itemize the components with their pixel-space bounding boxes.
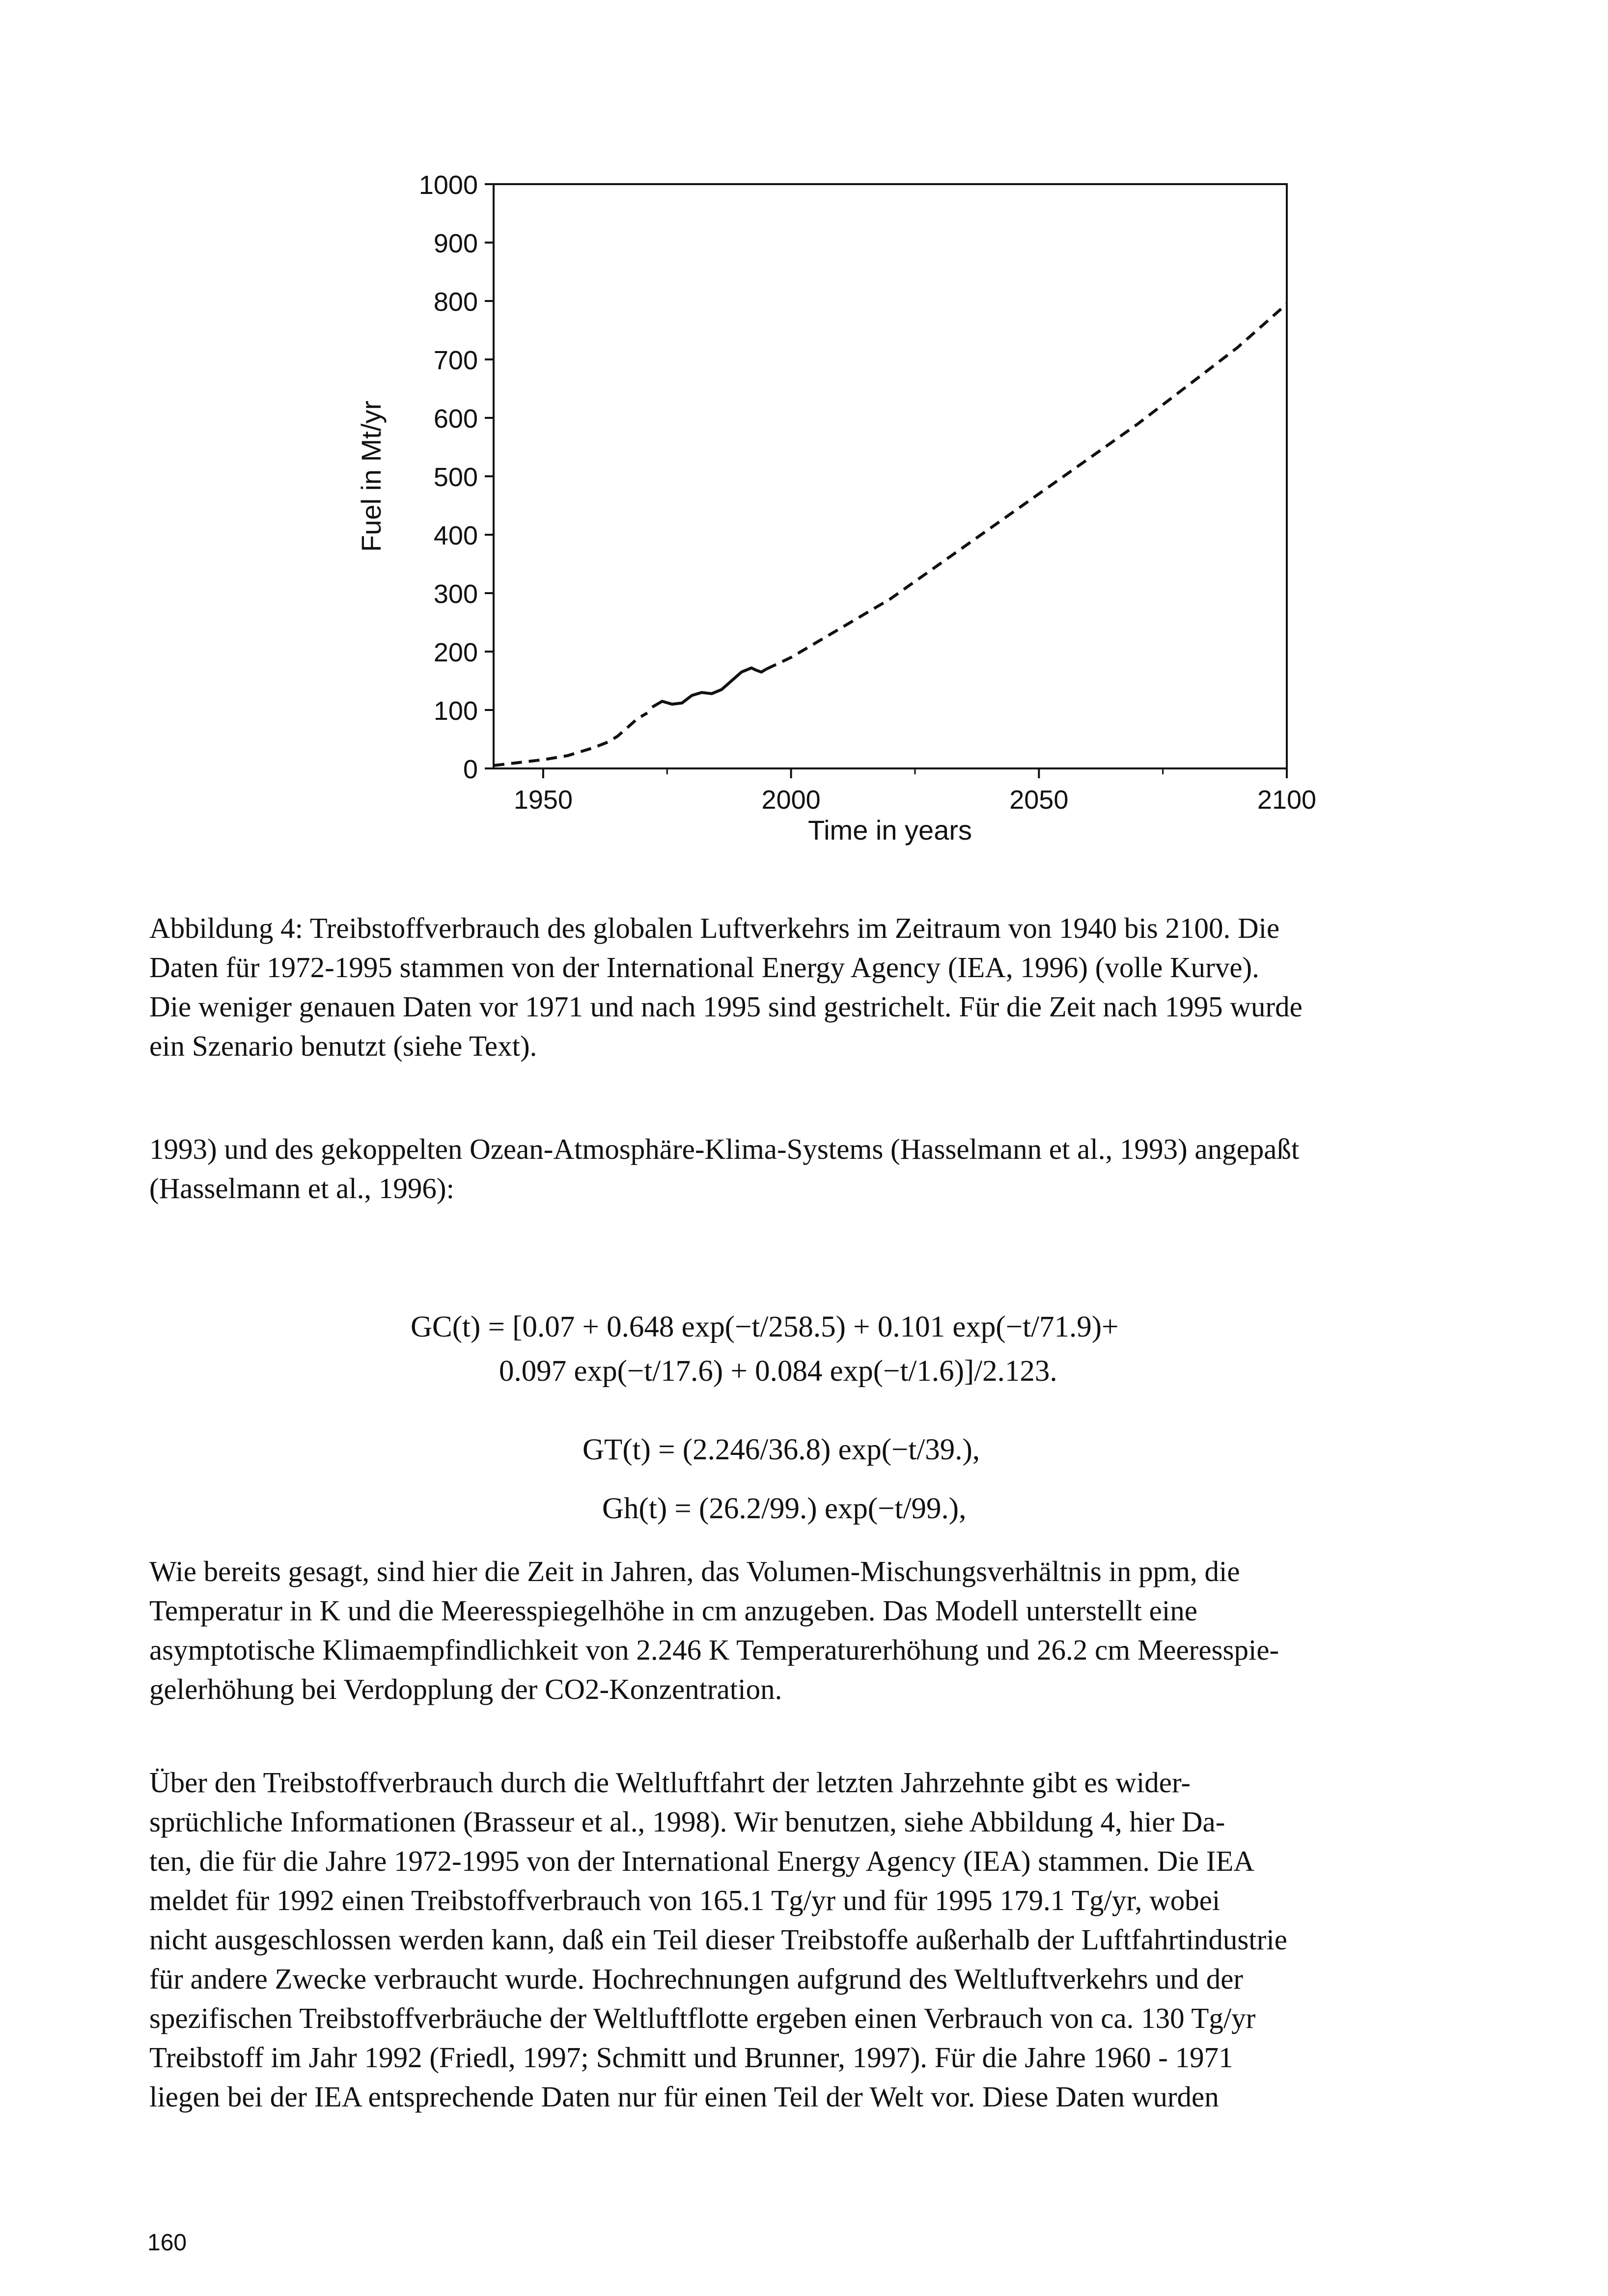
text-line: meldet für 1992 einen Treibstoffverbrauch von 165.1 Tg/yr und für 1995 179.1 Tg/yr, wobei <box>149 1884 1220 1916</box>
equation-gh: Gh(t) = (26.2/99.) exp(−t/99.), <box>602 1492 967 1525</box>
x-tick-label: 1950 <box>513 785 573 815</box>
plot-frame <box>494 184 1287 768</box>
paragraph-units <box>149 1552 1485 1709</box>
y-axis <box>419 170 494 784</box>
y-tick-label: 200 <box>433 638 478 667</box>
text-line: Treibstoff im Jahr 1992 (Friedl, 1997; Schmitt und Brunner, 1997). Für die Jahre 1960 - 1971 <box>149 2041 1233 2074</box>
series-group <box>494 304 1287 765</box>
text-line: sprüchliche Informationen (Brasseur et al., 1998). Wir benutzen, siehe Abbildung 4, hier Da- <box>149 1805 1225 1838</box>
figure-caption <box>149 908 1485 1066</box>
caption-line: ein Szenario benutzt (siehe Text). <box>149 1030 537 1062</box>
x-axis <box>514 768 1316 815</box>
y-tick-label: 600 <box>433 404 478 434</box>
x-tick-label: 2000 <box>761 785 821 815</box>
text-line: Über den Treibstoffverbrauch durch die Weltluftfahrt der letzten Jahrzehnte gibt es wider- <box>149 1766 1191 1799</box>
y-tick-label: 1000 <box>418 170 478 200</box>
paragraph-fuel <box>149 1763 1485 2116</box>
x-axis-label: Time in years <box>807 815 972 846</box>
paragraph-intro <box>149 1129 1485 1208</box>
y-tick-label: 0 <box>463 755 478 784</box>
text-line: nicht ausgeschlossen werden kann, daß ein Teil dieser Treibstoffe außerhalb der Luftfahrtindustrie <box>149 1923 1287 1956</box>
fuel-series-dashed <box>766 304 1287 669</box>
text-line: Temperatur in K und die Meeresspiegelhöhe in cm anzugeben. Das Modell unterstellt eine <box>149 1594 1197 1627</box>
text-line: gelerhöhung bei Verdopplung der CO2-Konzentration. <box>149 1673 782 1705</box>
y-tick-label: 300 <box>433 579 478 609</box>
text-line: 1993) und des gekoppelten Ozean-Atmosphäre-Klima-Systems (Hasselmann et al., 1993) angepaßt <box>149 1133 1300 1165</box>
y-axis-label: Fuel in Mt/yr <box>356 400 387 552</box>
caption-line: Daten für 1972-1995 stammen von der International Energy Agency (IEA, 1996) (volle Kurve). <box>149 951 1259 984</box>
y-tick-label: 900 <box>433 229 478 258</box>
caption-line: Die weniger genauen Daten vor 1971 und nach 1995 sind gestrichelt. Für die Zeit nach 1995 wurde <box>149 990 1303 1023</box>
x-tick-label: 2050 <box>1009 785 1069 815</box>
page-number: 160 <box>147 2230 187 2256</box>
x-tick-label: 2100 <box>1257 785 1317 815</box>
text-line: spezifischen Treibstoffverbräuche der Weltluftflotte ergeben einen Verbrauch von ca. 130 Tg/yr <box>149 2002 1256 2034</box>
equation-gt: GT(t) = (2.246/36.8) exp(−t/39.), <box>582 1433 980 1466</box>
fuel-chart <box>334 162 1346 869</box>
y-tick-label: 400 <box>433 521 478 550</box>
text-line: für andere Zwecke verbraucht wurde. Hochrechnungen aufgrund des Weltluftverkehrs und der <box>149 1963 1244 1995</box>
text-line: Wie bereits gesagt, sind hier die Zeit in Jahren, das Volumen-Mischungsverhältnis in ppm, die <box>149 1555 1240 1587</box>
equation-gc-line2: 0.097 exp(−t/17.6) + 0.084 exp(−t/1.6)]/2.123. <box>499 1355 1057 1388</box>
y-tick-label: 100 <box>433 696 478 726</box>
text-line: liegen bei der IEA entsprechende Daten nur für einen Teil der Welt vor. Diese Daten wurden <box>149 2080 1219 2113</box>
text-line: (Hasselmann et al., 1996): <box>149 1172 454 1204</box>
text-line: asymptotische Klimaempfindlichkeit von 2.246 K Temperaturerhöhung und 26.2 cm Meeresspie- <box>149 1634 1279 1666</box>
y-tick-label: 800 <box>433 287 478 317</box>
y-tick-label: 700 <box>433 346 478 375</box>
caption-line: Abbildung 4: Treibstoffverbrauch des globalen Luftverkehrs im Zeitraum von 1940 bis 2100. Die <box>149 912 1280 944</box>
equation-gc-line1: GC(t) = [0.07 + 0.648 exp(−t/258.5) + 0.101 exp(−t/71.9)+ <box>411 1311 1119 1343</box>
fuel-series-dashed <box>494 713 647 765</box>
fuel-series-solid <box>652 668 766 707</box>
y-tick-label: 500 <box>433 463 478 492</box>
text-line: ten, die für die Jahre 1972-1995 von der International Energy Agency (IEA) stammen. Die IEA <box>149 1845 1255 1877</box>
